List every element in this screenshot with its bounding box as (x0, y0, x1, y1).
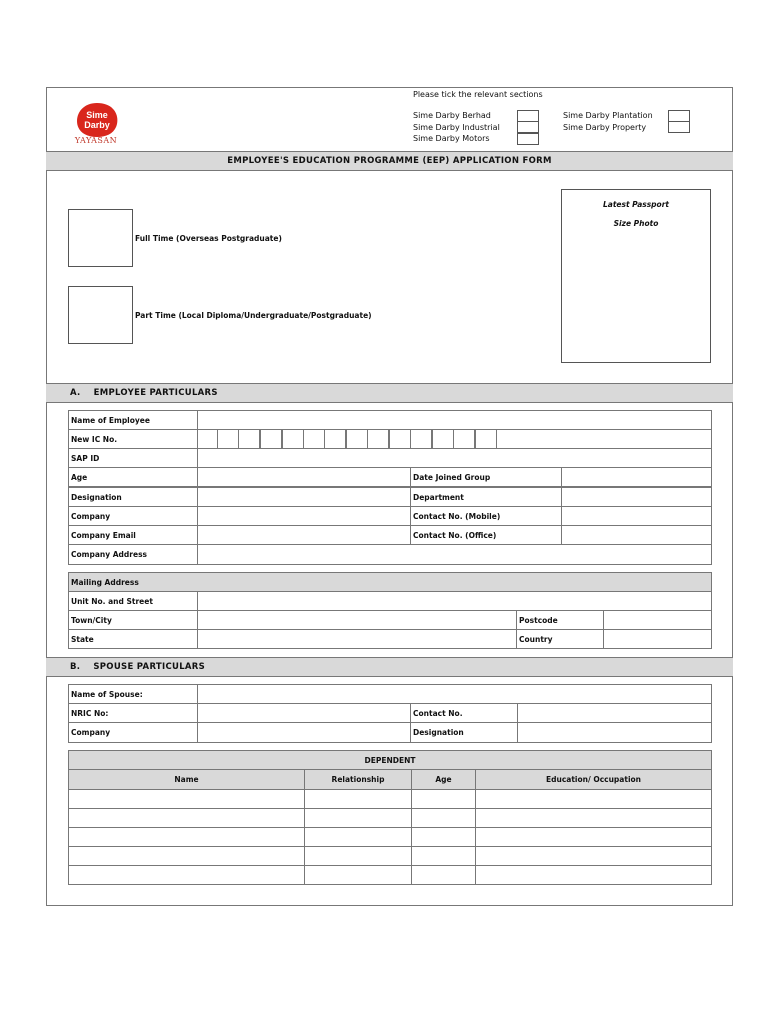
section-option-label: Sime Darby Industrial (413, 123, 500, 132)
department-input[interactable] (561, 487, 712, 507)
spouse-company-input[interactable] (197, 722, 411, 743)
new-ic-boxes (197, 429, 517, 449)
ic-digit-box[interactable] (238, 429, 260, 449)
company-email-label: Company Email (68, 525, 198, 545)
age-label: Age (68, 467, 198, 487)
state-input[interactable] (197, 629, 517, 649)
dependent-education-cell[interactable] (475, 789, 712, 809)
unit-street-label: Unit No. and Street (68, 591, 198, 611)
ic-digit-box[interactable] (260, 429, 282, 449)
form-title: EMPLOYEE'S EDUCATION PROGRAMME (EEP) APPLICATION FORM (46, 151, 733, 171)
ic-digit-box[interactable] (389, 429, 411, 449)
dependent-col-name: Name (68, 769, 305, 790)
country-label: Country (516, 629, 604, 649)
nric-label: NRIC No: (68, 703, 198, 723)
dependent-name-cell[interactable] (68, 827, 305, 847)
age-input[interactable] (197, 467, 411, 487)
spouse-contact-input[interactable] (517, 703, 712, 723)
dependent-education-cell[interactable] (475, 846, 712, 866)
part-time-checkbox[interactable] (68, 286, 133, 344)
logo-yayasan: YAYASAN (74, 136, 118, 145)
contact-office-label: Contact No. (Office) (410, 525, 562, 545)
dependent-relationship-cell[interactable] (304, 827, 412, 847)
ic-digit-box[interactable] (475, 429, 497, 449)
dependent-education-cell[interactable] (475, 827, 712, 847)
dependent-relationship-cell[interactable] (304, 846, 412, 866)
dependent-col-age: Age (411, 769, 476, 790)
svg-text:Sime: Sime (86, 110, 108, 120)
dependent-age-cell[interactable] (411, 827, 476, 847)
spouse-company-label: Company (68, 722, 198, 743)
dependent-age-cell[interactable] (411, 846, 476, 866)
ic-digit-box[interactable] (410, 429, 432, 449)
new-ic-label: New IC No. (68, 429, 198, 449)
dependent-name-cell[interactable] (68, 865, 305, 885)
ic-digit-box[interactable] (453, 429, 475, 449)
postcode-input[interactable] (603, 610, 712, 630)
dependent-age-cell[interactable] (411, 808, 476, 828)
dependent-col-education: Education/ Occupation (475, 769, 712, 790)
company-address-label: Company Address (68, 544, 198, 565)
company-input[interactable] (197, 506, 411, 526)
section-b-title: B. SPOUSE PARTICULARS (46, 657, 733, 677)
dependent-age-cell[interactable] (411, 789, 476, 809)
dependent-education-cell[interactable] (475, 808, 712, 828)
town-city-input[interactable] (197, 610, 517, 630)
unit-street-input[interactable] (197, 591, 712, 611)
sap-id-input[interactable] (197, 448, 712, 468)
section-option-label: Sime Darby Property (563, 123, 647, 132)
dependent-name-cell[interactable] (68, 846, 305, 866)
ic-digit-box[interactable] (324, 429, 346, 449)
ic-digit-box[interactable] (367, 429, 389, 449)
mailing-address-header: Mailing Address (68, 572, 712, 592)
tick-instruction: Please tick the relevant sections (413, 90, 543, 99)
dependent-relationship-cell[interactable] (304, 808, 412, 828)
part-time-label: Part Time (Local Diploma/Undergraduate/Postgraduate) (135, 311, 372, 320)
full-time-label: Full Time (Overseas Postgraduate) (135, 234, 282, 243)
tick-box-industrial[interactable] (517, 121, 539, 133)
section-option-label: Sime Darby Berhad (413, 111, 491, 120)
department-label: Department (410, 487, 562, 507)
state-label: State (68, 629, 198, 649)
contact-office-input[interactable] (561, 525, 712, 545)
contact-mobile-input[interactable] (561, 506, 712, 526)
spouse-designation-label: Designation (410, 722, 518, 743)
ic-digit-box[interactable] (432, 429, 454, 449)
designation-label: Designation (68, 487, 198, 507)
full-time-checkbox[interactable] (68, 209, 133, 267)
nric-input[interactable] (197, 703, 411, 723)
dependent-col-relationship: Relationship (304, 769, 412, 790)
name-of-employee-label: Name of Employee (68, 410, 198, 430)
contact-mobile-label: Contact No. (Mobile) (410, 506, 562, 526)
dependent-name-cell[interactable] (68, 808, 305, 828)
ic-digit-box[interactable] (303, 429, 325, 449)
sap-id-label: SAP ID (68, 448, 198, 468)
spouse-contact-label: Contact No. (410, 703, 518, 723)
ic-digit-box[interactable] (346, 429, 368, 449)
passport-photo-box[interactable] (561, 189, 711, 363)
dependent-age-cell[interactable] (411, 865, 476, 885)
dependent-relationship-cell[interactable] (304, 789, 412, 809)
dependent-header: DEPENDENT (68, 750, 712, 770)
section-option-label: Sime Darby Motors (413, 134, 490, 143)
spouse-name-label: Name of Spouse: (68, 684, 198, 704)
company-email-input[interactable] (197, 525, 411, 545)
town-city-label: Town/City (68, 610, 198, 630)
section-option-label: Sime Darby Plantation (563, 111, 653, 120)
ic-digit-box[interactable] (282, 429, 304, 449)
photo-label-2: Size Photo (613, 219, 659, 228)
designation-input[interactable] (197, 487, 411, 507)
dependent-education-cell[interactable] (475, 865, 712, 885)
date-joined-input[interactable] (561, 467, 712, 487)
tick-box-property[interactable] (668, 121, 690, 133)
ic-digit-box[interactable] (217, 429, 239, 449)
spouse-designation-input[interactable] (517, 722, 712, 743)
company-label: Company (68, 506, 198, 526)
section-a-title: A. EMPLOYEE PARTICULARS (46, 383, 733, 403)
country-input[interactable] (603, 629, 712, 649)
name-of-employee-input[interactable] (197, 410, 712, 430)
tick-box-motors[interactable] (517, 133, 539, 145)
postcode-label: Postcode (516, 610, 604, 630)
dependent-relationship-cell[interactable] (304, 865, 412, 885)
dependent-name-cell[interactable] (68, 789, 305, 809)
photo-label-1: Latest Passport (603, 200, 669, 209)
date-joined-label: Date Joined Group (410, 467, 562, 487)
company-address-input[interactable] (197, 544, 712, 565)
spouse-name-input[interactable] (197, 684, 712, 704)
svg-text:Darby: Darby (84, 120, 110, 130)
